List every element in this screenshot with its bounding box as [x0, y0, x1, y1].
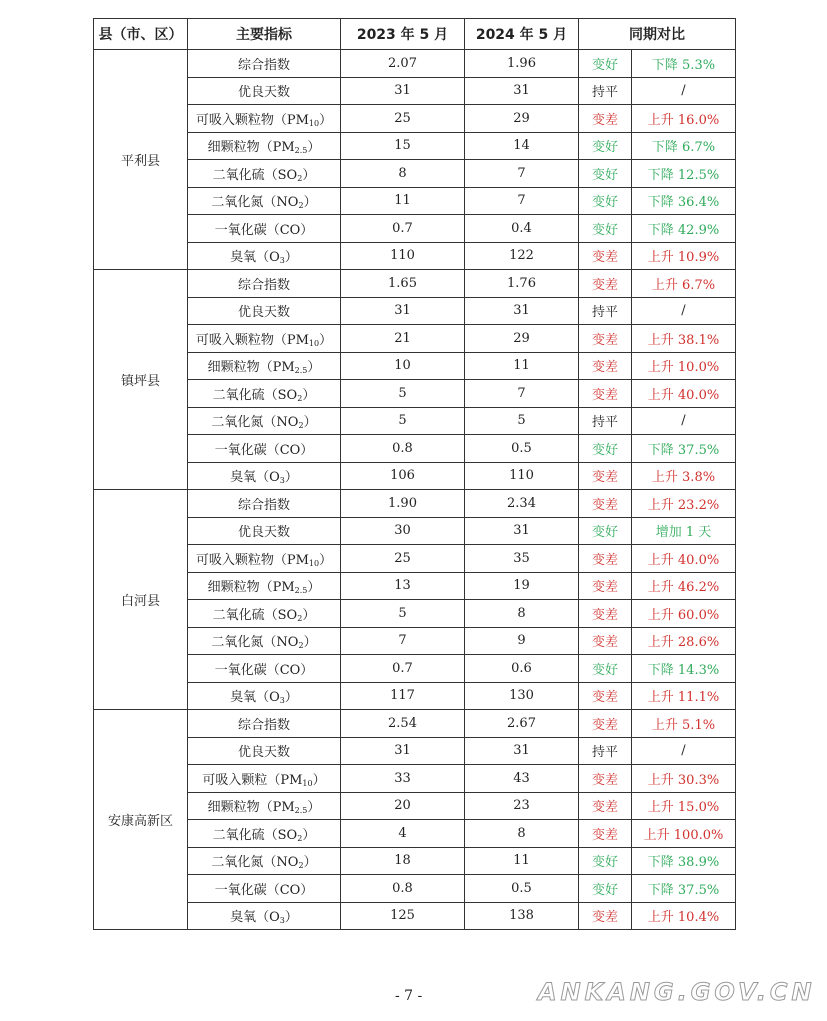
trend-cell: 持平 [579, 297, 632, 325]
table-row [94, 600, 736, 628]
indicator-subscript: 2.5 [294, 366, 308, 376]
table-row [94, 517, 736, 545]
indicator-name: 细颗粒物（PM [207, 800, 295, 816]
change-cell: 上升 100.0% [632, 820, 736, 848]
indicator-cell [188, 710, 341, 738]
trend-cell: 持平 [579, 407, 632, 435]
trend-cell: 变差 [579, 627, 632, 655]
indicator-cell [188, 352, 341, 380]
value-2024-cell: 0.6 [465, 655, 579, 683]
value-2024-cell: 130 [465, 682, 579, 710]
indicator-subscript: 2 [297, 393, 303, 403]
change-cell: / [632, 297, 736, 325]
change-cell: / [632, 77, 736, 105]
value-2024-cell: 31 [465, 297, 579, 325]
indicator-name: 一氧化碳（CO） [214, 882, 314, 898]
table-row [94, 380, 736, 408]
indicator-name: 细颗粒物（PM [207, 580, 295, 596]
indicator-cell [188, 847, 341, 875]
indicator-tail: ） [284, 470, 298, 486]
value-2024-cell: 9 [465, 627, 579, 655]
indicator-name: 可吸入颗粒物（PM [195, 112, 309, 128]
header-compare: 同期对比 [579, 19, 736, 50]
trend-cell: 变差 [579, 270, 632, 298]
table-row [94, 902, 736, 930]
indicator-tail: ） [307, 800, 321, 816]
indicator-tail: ） [303, 195, 317, 211]
header-indicator: 主要指标 [188, 19, 341, 50]
value-2023-cell: 7 [341, 627, 465, 655]
indicator-cell [188, 820, 341, 848]
value-2024-cell: 7 [465, 187, 579, 215]
indicator-cell [188, 105, 341, 133]
table-body [94, 50, 736, 930]
indicator-tail: ） [303, 855, 317, 871]
value-2023-cell: 31 [341, 77, 465, 105]
indicator-tail: ） [307, 140, 321, 156]
table-row [94, 407, 736, 435]
indicator-name: 综合指数 [237, 497, 290, 513]
indicator-name: 一氧化碳（CO） [214, 442, 314, 458]
trend-cell: 变差 [579, 352, 632, 380]
indicator-subscript: 2.5 [294, 586, 308, 596]
indicator-tail: ） [303, 635, 317, 651]
indicator-cell [188, 627, 341, 655]
indicator-cell [188, 50, 341, 78]
indicator-name: 综合指数 [237, 277, 290, 293]
value-2024-cell: 0.5 [465, 435, 579, 463]
value-2023-cell: 31 [341, 737, 465, 765]
table-row [94, 765, 736, 793]
trend-cell: 变好 [579, 215, 632, 243]
value-2024-cell: 11 [465, 847, 579, 875]
indicator-subscript: 2 [297, 833, 303, 843]
table-row [94, 737, 736, 765]
indicator-tail: ） [302, 167, 316, 183]
value-2024-cell: 31 [465, 737, 579, 765]
change-cell: 下降 37.5% [632, 435, 736, 463]
indicator-name: 细颗粒物（PM [207, 360, 295, 376]
change-cell: 上升 3.8% [632, 462, 736, 490]
value-2024-cell: 31 [465, 517, 579, 545]
change-cell: 上升 60.0% [632, 600, 736, 628]
value-2024-cell: 31 [465, 77, 579, 105]
value-2023-cell: 33 [341, 765, 465, 793]
indicator-tail: ） [284, 250, 298, 266]
header-2023: 2023 年 5 月 [341, 19, 465, 50]
indicator-name: 臭氧（O [230, 690, 280, 706]
change-cell: 上升 10.9% [632, 242, 736, 270]
value-2024-cell: 7 [465, 160, 579, 188]
value-2024-cell: 7 [465, 380, 579, 408]
value-2023-cell: 1.65 [341, 270, 465, 298]
value-2024-cell: 110 [465, 462, 579, 490]
indicator-name: 可吸入颗粒（PM [202, 772, 303, 788]
indicator-cell [188, 655, 341, 683]
indicator-tail: ） [284, 690, 298, 706]
indicator-tail: ） [303, 415, 317, 431]
value-2024-cell: 8 [465, 820, 579, 848]
change-cell: 下降 14.3% [632, 655, 736, 683]
indicator-tail: ） [319, 112, 333, 128]
trend-cell: 变差 [579, 325, 632, 353]
table-row [94, 325, 736, 353]
value-2023-cell: 5 [341, 407, 465, 435]
indicator-name: 二氧化氮（NO [211, 635, 299, 651]
indicator-name: 臭氧（O [230, 470, 280, 486]
change-cell: 下降 6.7% [632, 132, 736, 160]
indicator-cell [188, 132, 341, 160]
value-2023-cell: 8 [341, 160, 465, 188]
change-cell: 下降 37.5% [632, 875, 736, 903]
indicator-subscript: 10 [302, 778, 313, 788]
air-quality-table [93, 18, 736, 930]
indicator-cell [188, 765, 341, 793]
indicator-name: 一氧化碳（CO） [214, 222, 314, 238]
table-row [94, 435, 736, 463]
value-2023-cell: 0.8 [341, 435, 465, 463]
table-row [94, 462, 736, 490]
change-cell: 上升 10.0% [632, 352, 736, 380]
trend-cell: 变差 [579, 710, 632, 738]
indicator-cell [188, 792, 341, 820]
value-2023-cell: 25 [341, 545, 465, 573]
header-county: 县（市、区） [94, 19, 188, 50]
trend-cell: 变差 [579, 462, 632, 490]
value-2023-cell: 2.07 [341, 50, 465, 78]
county-cell: 镇坪县 [94, 270, 188, 490]
value-2023-cell: 25 [341, 105, 465, 133]
indicator-name: 一氧化碳（CO） [214, 662, 314, 678]
indicator-cell [188, 600, 341, 628]
table-row [94, 242, 736, 270]
change-cell: 下降 36.4% [632, 187, 736, 215]
value-2023-cell: 11 [341, 187, 465, 215]
trend-cell: 变差 [579, 902, 632, 930]
indicator-name: 二氧化氮（NO [211, 855, 299, 871]
change-cell: 上升 10.4% [632, 902, 736, 930]
table-row [94, 105, 736, 133]
indicator-cell [188, 407, 341, 435]
table-row [94, 792, 736, 820]
trend-cell: 持平 [579, 737, 632, 765]
table-row [94, 215, 736, 243]
table-row [94, 627, 736, 655]
trend-cell: 变好 [579, 847, 632, 875]
value-2024-cell: 43 [465, 765, 579, 793]
indicator-cell [188, 160, 341, 188]
indicator-name: 优良天数 [237, 85, 290, 101]
value-2023-cell: 0.7 [341, 655, 465, 683]
change-cell: / [632, 737, 736, 765]
indicator-subscript: 2 [298, 861, 304, 871]
site-watermark: ANKANG.GOV.CN [538, 978, 816, 1006]
change-cell: 下降 5.3% [632, 50, 736, 78]
value-2023-cell: 5 [341, 380, 465, 408]
value-2023-cell: 0.7 [341, 215, 465, 243]
change-cell: 上升 23.2% [632, 490, 736, 518]
value-2023-cell: 18 [341, 847, 465, 875]
trend-cell: 变差 [579, 682, 632, 710]
indicator-tail: ） [312, 772, 326, 788]
indicator-name: 二氧化硫（SO [212, 827, 298, 843]
indicator-cell [188, 242, 341, 270]
value-2024-cell: 1.96 [465, 50, 579, 78]
indicator-subscript: 2.5 [294, 146, 308, 156]
indicator-tail: ） [307, 580, 321, 596]
table-row [94, 352, 736, 380]
table-row [94, 270, 736, 298]
indicator-name: 综合指数 [237, 57, 290, 73]
indicator-name: 二氧化硫（SO [212, 167, 298, 183]
table-row [94, 820, 736, 848]
table-row [94, 50, 736, 78]
value-2024-cell: 0.4 [465, 215, 579, 243]
table-row [94, 132, 736, 160]
county-cell: 白河县 [94, 490, 188, 710]
indicator-subscript: 2 [297, 173, 303, 183]
change-cell: 上升 46.2% [632, 572, 736, 600]
table-row [94, 490, 736, 518]
indicator-cell [188, 270, 341, 298]
value-2024-cell: 8 [465, 600, 579, 628]
indicator-subscript: 3 [279, 476, 285, 486]
value-2024-cell: 2.34 [465, 490, 579, 518]
value-2024-cell: 29 [465, 105, 579, 133]
trend-cell: 变差 [579, 490, 632, 518]
value-2024-cell: 14 [465, 132, 579, 160]
indicator-subscript: 2 [298, 641, 304, 651]
table-row [94, 160, 736, 188]
value-2023-cell: 21 [341, 325, 465, 353]
change-cell: 上升 40.0% [632, 380, 736, 408]
table-row [94, 655, 736, 683]
indicator-subscript: 10 [308, 338, 320, 348]
value-2024-cell: 23 [465, 792, 579, 820]
value-2023-cell: 4 [341, 820, 465, 848]
indicator-cell [188, 572, 341, 600]
indicator-name: 可吸入颗粒物（PM [195, 332, 309, 348]
value-2024-cell: 29 [465, 325, 579, 353]
value-2023-cell: 30 [341, 517, 465, 545]
indicator-name: 臭氧（O [230, 250, 280, 266]
value-2023-cell: 20 [341, 792, 465, 820]
change-cell: 下降 38.9% [632, 847, 736, 875]
indicator-name: 综合指数 [237, 717, 290, 733]
trend-cell: 变好 [579, 187, 632, 215]
trend-cell: 变差 [579, 820, 632, 848]
indicator-subscript: 2 [298, 421, 304, 431]
indicator-name: 二氧化氮（NO [211, 195, 299, 211]
value-2024-cell: 11 [465, 352, 579, 380]
value-2023-cell: 125 [341, 902, 465, 930]
trend-cell: 变差 [579, 765, 632, 793]
indicator-cell [188, 297, 341, 325]
change-cell: 上升 38.1% [632, 325, 736, 353]
indicator-cell [188, 435, 341, 463]
indicator-cell [188, 325, 341, 353]
indicator-subscript: 3 [279, 916, 285, 926]
value-2023-cell: 10 [341, 352, 465, 380]
change-cell: 下降 42.9% [632, 215, 736, 243]
indicator-name: 细颗粒物（PM [207, 140, 295, 156]
value-2023-cell: 110 [341, 242, 465, 270]
value-2023-cell: 5 [341, 600, 465, 628]
indicator-subscript: 10 [308, 118, 320, 128]
value-2024-cell: 122 [465, 242, 579, 270]
table-row [94, 682, 736, 710]
page-number: - 7 - [395, 988, 423, 1004]
change-cell: 上升 30.3% [632, 765, 736, 793]
trend-cell: 变差 [579, 600, 632, 628]
change-cell: 上升 15.0% [632, 792, 736, 820]
change-cell: 增加 1 天 [632, 517, 736, 545]
indicator-subscript: 10 [308, 558, 320, 568]
indicator-cell [188, 875, 341, 903]
indicator-cell [188, 380, 341, 408]
value-2023-cell: 2.54 [341, 710, 465, 738]
change-cell: 上升 16.0% [632, 105, 736, 133]
indicator-subscript: 3 [279, 696, 285, 706]
indicator-cell [188, 545, 341, 573]
table-row [94, 297, 736, 325]
value-2023-cell: 117 [341, 682, 465, 710]
value-2024-cell: 35 [465, 545, 579, 573]
indicator-cell [188, 187, 341, 215]
indicator-cell [188, 517, 341, 545]
trend-cell: 变差 [579, 105, 632, 133]
trend-cell: 变好 [579, 160, 632, 188]
change-cell: 上升 5.1% [632, 710, 736, 738]
value-2024-cell: 0.5 [465, 875, 579, 903]
change-cell: 上升 6.7% [632, 270, 736, 298]
value-2024-cell: 138 [465, 902, 579, 930]
trend-cell: 变好 [579, 517, 632, 545]
trend-cell: 变好 [579, 132, 632, 160]
indicator-tail: ） [307, 360, 321, 376]
change-cell: / [632, 407, 736, 435]
indicator-name: 优良天数 [237, 745, 290, 761]
value-2023-cell: 31 [341, 297, 465, 325]
trend-cell: 变好 [579, 655, 632, 683]
indicator-name: 二氧化硫（SO [212, 387, 298, 403]
trend-cell: 变好 [579, 875, 632, 903]
indicator-cell [188, 902, 341, 930]
trend-cell: 变差 [579, 792, 632, 820]
table-row [94, 545, 736, 573]
indicator-subscript: 2 [298, 201, 304, 211]
table-row [94, 77, 736, 105]
value-2023-cell: 1.90 [341, 490, 465, 518]
indicator-tail: ） [319, 332, 333, 348]
indicator-name: 优良天数 [237, 305, 290, 321]
county-cell: 平利县 [94, 50, 188, 270]
indicator-subscript: 2.5 [294, 806, 308, 816]
indicator-tail: ） [302, 607, 316, 623]
table-row [94, 572, 736, 600]
trend-cell: 变差 [579, 572, 632, 600]
indicator-cell [188, 215, 341, 243]
trend-cell: 变差 [579, 242, 632, 270]
value-2023-cell: 15 [341, 132, 465, 160]
indicator-cell [188, 490, 341, 518]
change-cell: 上升 28.6% [632, 627, 736, 655]
indicator-tail: ） [302, 827, 316, 843]
indicator-tail: ） [302, 387, 316, 403]
header-2024: 2024 年 5 月 [465, 19, 579, 50]
county-cell: 安康高新区 [94, 710, 188, 930]
indicator-tail: ） [284, 910, 298, 926]
table-row [94, 187, 736, 215]
value-2023-cell: 13 [341, 572, 465, 600]
trend-cell: 变差 [579, 380, 632, 408]
trend-cell: 变好 [579, 435, 632, 463]
value-2023-cell: 106 [341, 462, 465, 490]
value-2024-cell: 1.76 [465, 270, 579, 298]
change-cell: 上升 40.0% [632, 545, 736, 573]
value-2024-cell: 19 [465, 572, 579, 600]
indicator-name: 臭氧（O [230, 910, 280, 926]
table-row [94, 710, 736, 738]
change-cell: 下降 12.5% [632, 160, 736, 188]
indicator-cell [188, 462, 341, 490]
indicator-subscript: 2 [297, 613, 303, 623]
indicator-name: 优良天数 [237, 525, 290, 541]
indicator-cell [188, 77, 341, 105]
indicator-name: 二氧化氮（NO [211, 415, 299, 431]
indicator-subscript: 3 [279, 256, 285, 266]
trend-cell: 变差 [579, 545, 632, 573]
indicator-name: 二氧化硫（SO [212, 607, 298, 623]
table-row [94, 847, 736, 875]
change-cell: 上升 11.1% [632, 682, 736, 710]
indicator-cell [188, 737, 341, 765]
value-2024-cell: 2.67 [465, 710, 579, 738]
indicator-tail: ） [319, 552, 333, 568]
indicator-name: 可吸入颗粒物（PM [195, 552, 309, 568]
trend-cell: 变好 [579, 50, 632, 78]
value-2024-cell: 5 [465, 407, 579, 435]
table-header-row [94, 19, 736, 50]
value-2023-cell: 0.8 [341, 875, 465, 903]
trend-cell: 持平 [579, 77, 632, 105]
table-row [94, 875, 736, 903]
indicator-cell [188, 682, 341, 710]
